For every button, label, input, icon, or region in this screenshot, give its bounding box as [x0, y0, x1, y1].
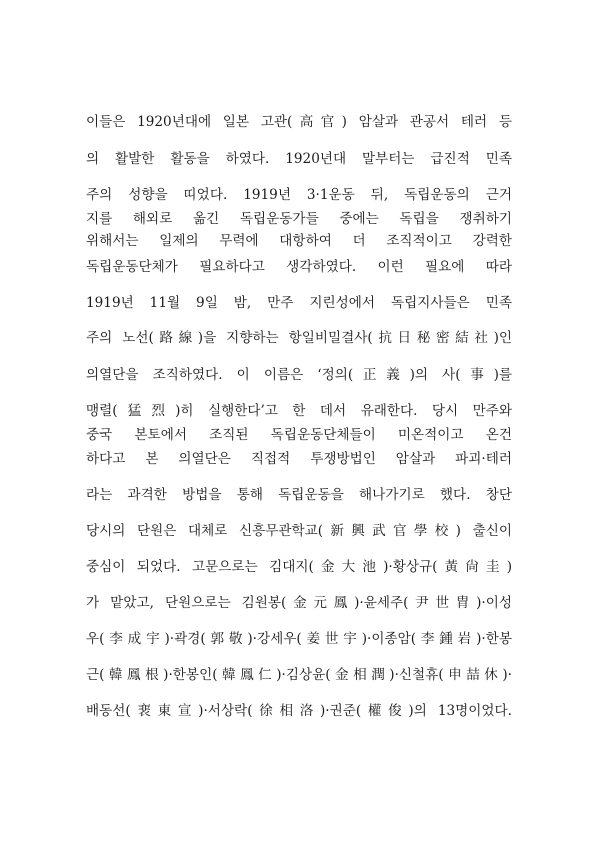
paragraph-line: 1919년 11월 9일 밤, 만주 지린성에서 독립지사들은 민족: [86, 295, 512, 311]
paragraph-line: 맹렬(猛烈)히 실행한다’고 한 데서 유래한다. 당시 만주와: [86, 403, 512, 419]
paragraph-line: 주의 성향을 띠었다. 1919년 3·1운동 뒤, 독립운동의 근거: [86, 187, 512, 203]
paragraph-line: 근(韓鳳根)·한봉인(韓鳳仁)·김상윤(金相潤)·신철휴(申喆休)·: [86, 667, 512, 683]
paragraph-line: 주의 노선(路線)을 지향하는 항일비밀결사(抗日秘密結社)인: [86, 330, 512, 346]
paragraph-line: 중국 본토에서 조직된 독립운동단체들이 미온적이고 온건: [86, 427, 512, 443]
paragraph-line: 이들은 1920년대에 일본 고관(高官) 암살과 관공서 테러 등: [86, 114, 512, 130]
paragraph-line: 하다고 본 의열단은 직접적 투쟁방법인 암살과 파괴·테러: [86, 451, 512, 467]
paragraph-line: 중심이 되었다. 고문으로는 김대지(金大池)·황상규(黃尙圭): [86, 559, 512, 575]
paragraph-line: 독립운동단체가 필요하다고 생각하였다. 이런 필요에 따라: [86, 259, 512, 275]
paragraph-line: 당시의 단원은 대체로 신흥무관학교(新興武官學校) 출신이: [86, 523, 512, 539]
paragraph-line: 라는 과격한 방법을 통해 독립운동을 해나가기로 했다. 창단: [86, 487, 512, 503]
paragraph-line: 배동선(裵東宣)·서상락(徐相洛)·권준(權俊)의 13명이었다.: [86, 703, 512, 719]
paragraph-line: 위해서는 일제의 무력에 대항하여 더 조직적이고 강력한: [86, 233, 512, 249]
paragraph-line: 가 맡았고, 단원으로는 김원봉(金元鳳)·윤세주(尹世胄)·이성: [86, 595, 512, 611]
paragraph-line: 의 활발한 활동을 하였다. 1920년대 말부터는 급진적 민족: [86, 151, 512, 167]
paragraph-line: 우(李成宇)·곽경(郭敬)·강세우(姜世宇)·이종암(李鍾岩)·한봉: [86, 631, 512, 647]
paragraph-line: 의열단을 조직하였다. 이 이름은 ‘정의(正義)의 사(事)를: [86, 367, 512, 383]
paragraph-line: 지를 해외로 옮긴 독립운동가들 중에는 독립을 쟁취하기: [86, 211, 512, 227]
